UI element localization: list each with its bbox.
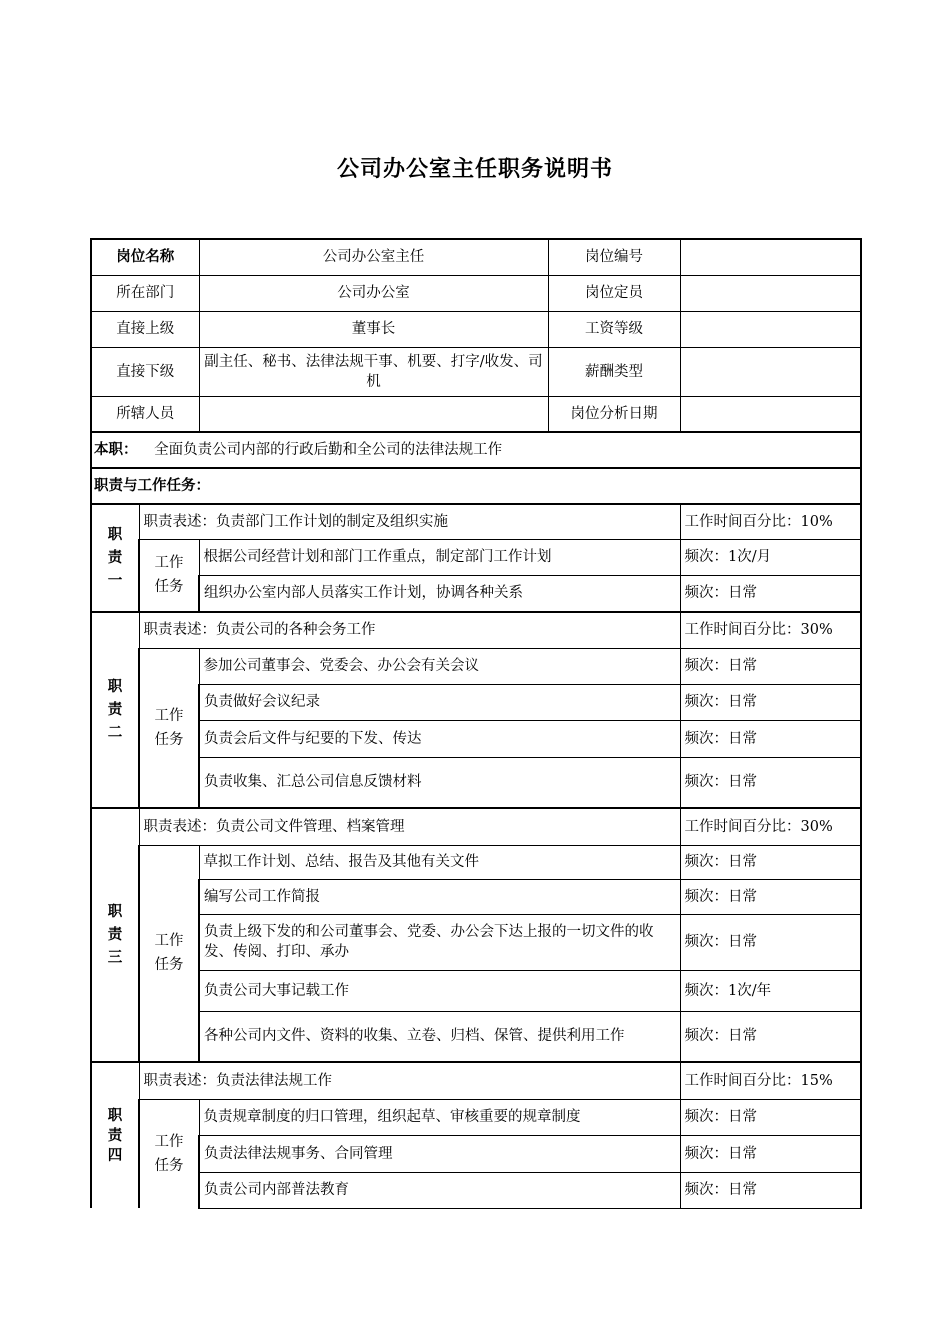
responsibility-1-description: 职责表述：负责部门工作计划的制定及组织实施 bbox=[139, 504, 680, 539]
task-frequency: 频次：日常 bbox=[680, 879, 861, 914]
task-frequency: 频次：日常 bbox=[680, 575, 861, 612]
task-frequency: 频次：日常 bbox=[680, 845, 861, 879]
superior-value: 董事长 bbox=[199, 311, 548, 347]
responsibility-1-time-percent: 工作时间百分比：10% bbox=[680, 504, 861, 539]
document-title: 公司办公室主任职务说明书 bbox=[336, 157, 613, 182]
responsibility-4-task-label: 工作 任务 bbox=[139, 1099, 199, 1208]
duty-text: 全面负责公司内部的行政后勤和全公司的法律法规工作 bbox=[154, 442, 503, 458]
responsibility-1-task-label: 工作 任务 bbox=[139, 539, 199, 612]
position-no-value bbox=[680, 239, 861, 275]
superior-label: 直接上级 bbox=[91, 311, 199, 347]
analysis-date-value bbox=[680, 396, 861, 432]
task-text: 负责公司大事记载工作 bbox=[199, 970, 680, 1011]
task-text: 根据公司经营计划和部门工作重点，制定部门工作计划 bbox=[199, 539, 680, 575]
task-frequency: 频次：日常 bbox=[680, 757, 861, 808]
jurisdiction-label: 所辖人员 bbox=[91, 396, 199, 432]
subordinates-value: 副主任、秘书、法律法规干事、机要、打字/收发、司机 bbox=[199, 347, 548, 396]
jurisdiction-value bbox=[199, 396, 548, 432]
responsibility-1-title: 职 责 一 bbox=[91, 504, 139, 612]
task-frequency: 频次：1次/月 bbox=[680, 539, 861, 575]
task-text: 编写公司工作简报 bbox=[199, 879, 680, 914]
task-text: 负责会后文件与纪要的下发、传达 bbox=[199, 720, 680, 757]
responsibility-2-title: 职 责 二 bbox=[91, 612, 139, 808]
salary-grade-label: 工资等级 bbox=[548, 311, 680, 347]
responsibility-4-time-percent: 工作时间百分比：15% bbox=[680, 1062, 861, 1099]
task-text: 负责规章制度的归口管理，组织起草、审核重要的规章制度 bbox=[199, 1099, 680, 1135]
responsibility-3-time-percent: 工作时间百分比：30% bbox=[680, 808, 861, 845]
analysis-date-label: 岗位分析日期 bbox=[548, 396, 680, 432]
subordinates-label: 直接下级 bbox=[91, 347, 199, 396]
task-text: 参加公司董事会、党委会、办公会有关会议 bbox=[199, 648, 680, 684]
position-name-label: 岗位名称 bbox=[91, 239, 199, 275]
staffing-value bbox=[680, 275, 861, 311]
responsibility-3-task-label: 工作 任务 bbox=[139, 845, 199, 1062]
task-frequency: 频次：日常 bbox=[680, 684, 861, 720]
responsibility-3-title: 职 责 三 bbox=[91, 808, 139, 1062]
task-frequency: 频次：日常 bbox=[680, 720, 861, 757]
task-text: 负责收集、汇总公司信息反馈材料 bbox=[199, 757, 680, 808]
task-frequency: 频次：日常 bbox=[680, 1135, 861, 1172]
task-text: 负责公司内部普法教育 bbox=[199, 1172, 680, 1208]
task-text: 负责上级下发的和公司董事会、党委、办公会下达上报的一切文件的收发、传阅、打印、承办 bbox=[199, 914, 680, 970]
position-no-label: 岗位编号 bbox=[548, 239, 680, 275]
task-frequency: 频次：日常 bbox=[680, 1172, 861, 1208]
staffing-label: 岗位定员 bbox=[548, 275, 680, 311]
task-frequency: 频次：日常 bbox=[680, 1011, 861, 1062]
position-name-value: 公司办公室主任 bbox=[199, 239, 548, 275]
duty-label: 本职： bbox=[94, 442, 138, 458]
responsibility-2-task-label: 工作 任务 bbox=[139, 648, 199, 808]
pay-type-label: 薪酬类型 bbox=[548, 347, 680, 396]
task-frequency: 频次：1次/年 bbox=[680, 970, 861, 1011]
task-text: 负责做好会议纪录 bbox=[199, 684, 680, 720]
responsibilities-heading: 职责与工作任务： bbox=[91, 468, 861, 504]
task-frequency: 频次：日常 bbox=[680, 648, 861, 684]
task-text: 组织办公室内部人员落实工作计划，协调各种关系 bbox=[199, 575, 680, 612]
department-value: 公司办公室 bbox=[199, 275, 548, 311]
pay-type-value bbox=[680, 347, 861, 396]
salary-grade-value bbox=[680, 311, 861, 347]
responsibility-4-title: 职 责 四 bbox=[91, 1062, 139, 1208]
task-text: 各种公司内文件、资料的收集、立卷、归档、保管、提供利用工作 bbox=[199, 1011, 680, 1062]
responsibility-3-description: 职责表述：负责公司文件管理、档案管理 bbox=[139, 808, 680, 845]
job-description-table bbox=[90, 238, 862, 1209]
responsibility-4-description: 职责表述：负责法律法规工作 bbox=[139, 1062, 680, 1099]
department-label: 所在部门 bbox=[91, 275, 199, 311]
duty-row bbox=[91, 432, 861, 468]
task-frequency: 频次：日常 bbox=[680, 1099, 861, 1135]
task-text: 草拟工作计划、总结、报告及其他有关文件 bbox=[199, 845, 680, 879]
task-text: 负责法律法规事务、合同管理 bbox=[199, 1135, 680, 1172]
responsibility-2-description: 职责表述：负责公司的各种会务工作 bbox=[139, 612, 680, 648]
task-frequency: 频次：日常 bbox=[680, 914, 861, 970]
responsibility-2-time-percent: 工作时间百分比：30% bbox=[680, 612, 861, 648]
